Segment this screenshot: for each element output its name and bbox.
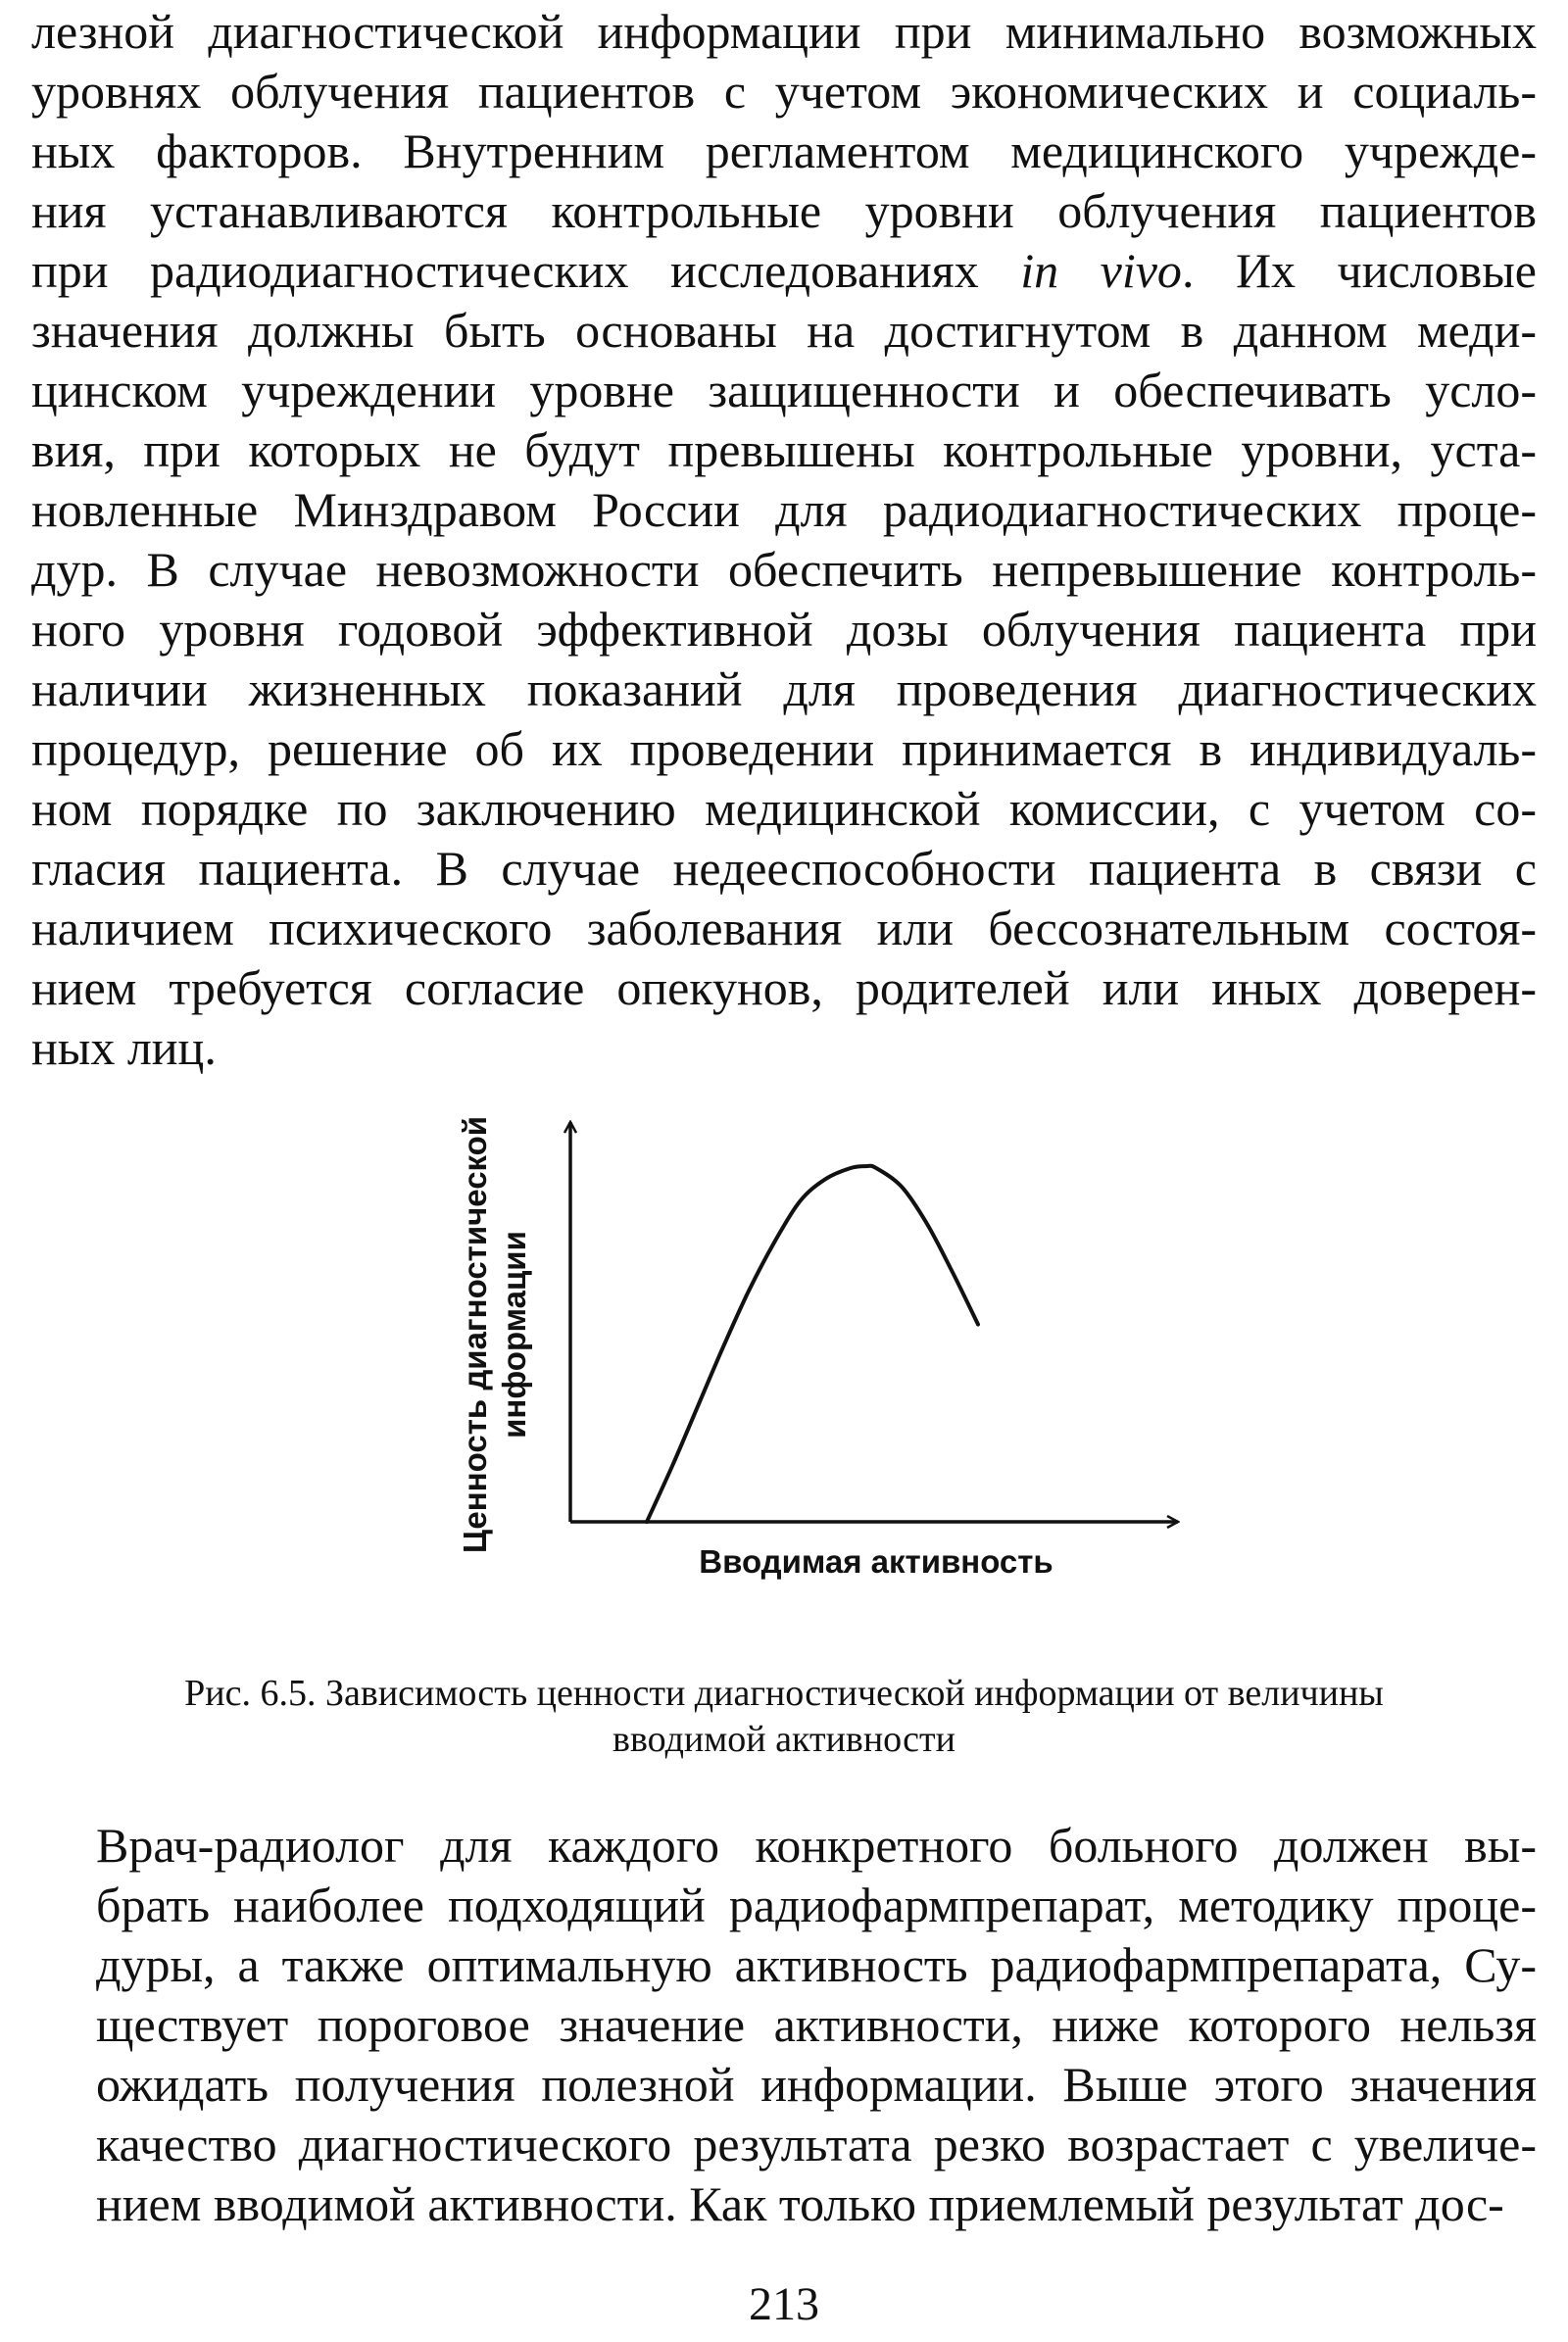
paragraph-2	[31, 1816, 1537, 2234]
text-line: ного уровня годовой эффективной дозы облучения пациента при	[31, 602, 1537, 657]
text-line: значения должны быть основаны на достигнутом в данном меди-	[31, 303, 1537, 358]
text-line: ном порядке по заключению медицинской комиссии, с учетом со-	[31, 781, 1537, 836]
series-line-diagnostic-value	[647, 1166, 978, 1522]
page-number: 213	[749, 2278, 819, 2330]
y-axis-label-line-2: информации	[496, 1231, 532, 1439]
chart-svg	[457, 1078, 1205, 1646]
text-line: уровнях облучения пациентов с учетом экономических и социаль-	[31, 64, 1537, 119]
text-line: наличием психического заболевания или бессознательным состоя-	[31, 901, 1537, 955]
caption-line: Рис. 6.5. Зависимость ценности диагностической информации от величины	[184, 1673, 1384, 1714]
text-line: ных факторов. Внутренним регламентом медицинского учрежде-	[31, 123, 1537, 178]
latin-term: in vivo	[1020, 243, 1182, 298]
text-line: ожидать получения полезной информации. Выше этого значения	[96, 2057, 1537, 2112]
text-line: ных лиц.	[31, 1020, 217, 1075]
text-line: новленные Минздравом России для радиодиагностических проце-	[31, 482, 1537, 537]
text-line: качество диагностического результата резко возрастает с увеличе-	[96, 2117, 1537, 2171]
paragraph-1	[31, 2, 1537, 1078]
text-line: нием требуется согласие опекунов, родителей или иных доверен-	[31, 960, 1537, 1015]
text-line: при радиодиагностических исследованиях in vivo. Их числовые	[31, 243, 1538, 298]
text-line: брать наиболее подходящий радиофармпрепарат, методику проце-	[96, 1878, 1537, 1932]
text-line: наличии жизненных показаний для проведения диагностических	[31, 661, 1537, 716]
text-line: цинском учреждении уровне защищенности и обеспечивать усло-	[31, 363, 1537, 417]
text-line: гласия пациента. В случае недееспособности пациента в связи с	[31, 841, 1537, 896]
figure-chart	[457, 1078, 1205, 1646]
text-line: ния устанавливаются контрольные уровни облучения пациентов	[31, 183, 1537, 238]
text-line: вия, при которых не будут превышены контрольные уровни, уста-	[31, 422, 1537, 477]
x-axis-label: Вводимая активность	[699, 1543, 1054, 1580]
text-line: ществует пороговое значение активности, ниже которого нельзя	[96, 1997, 1537, 2052]
text-line: дуры, а также оптимальную активность радиофармпрепарата, Су-	[96, 1937, 1537, 1992]
text-line: процедур, решение об их проведении принимается в индивидуаль-	[31, 721, 1537, 776]
caption-line: вводимой активности	[612, 1719, 956, 1760]
text-line: лезной диагностической информации при минимально возможных	[31, 4, 1537, 59]
figure-caption	[78, 1671, 1490, 1763]
y-axis-label-line-1: Ценность диагностической	[457, 1115, 493, 1554]
text-line: нием вводимой активности. Как только приемлемый результат дос-	[96, 2176, 1504, 2231]
text-line: дур. В случае невозможности обеспечить непревышение контроль-	[31, 542, 1537, 597]
text-line: Врач-радиолог для каждого конкретного больного должен вы-	[96, 1818, 1537, 1873]
